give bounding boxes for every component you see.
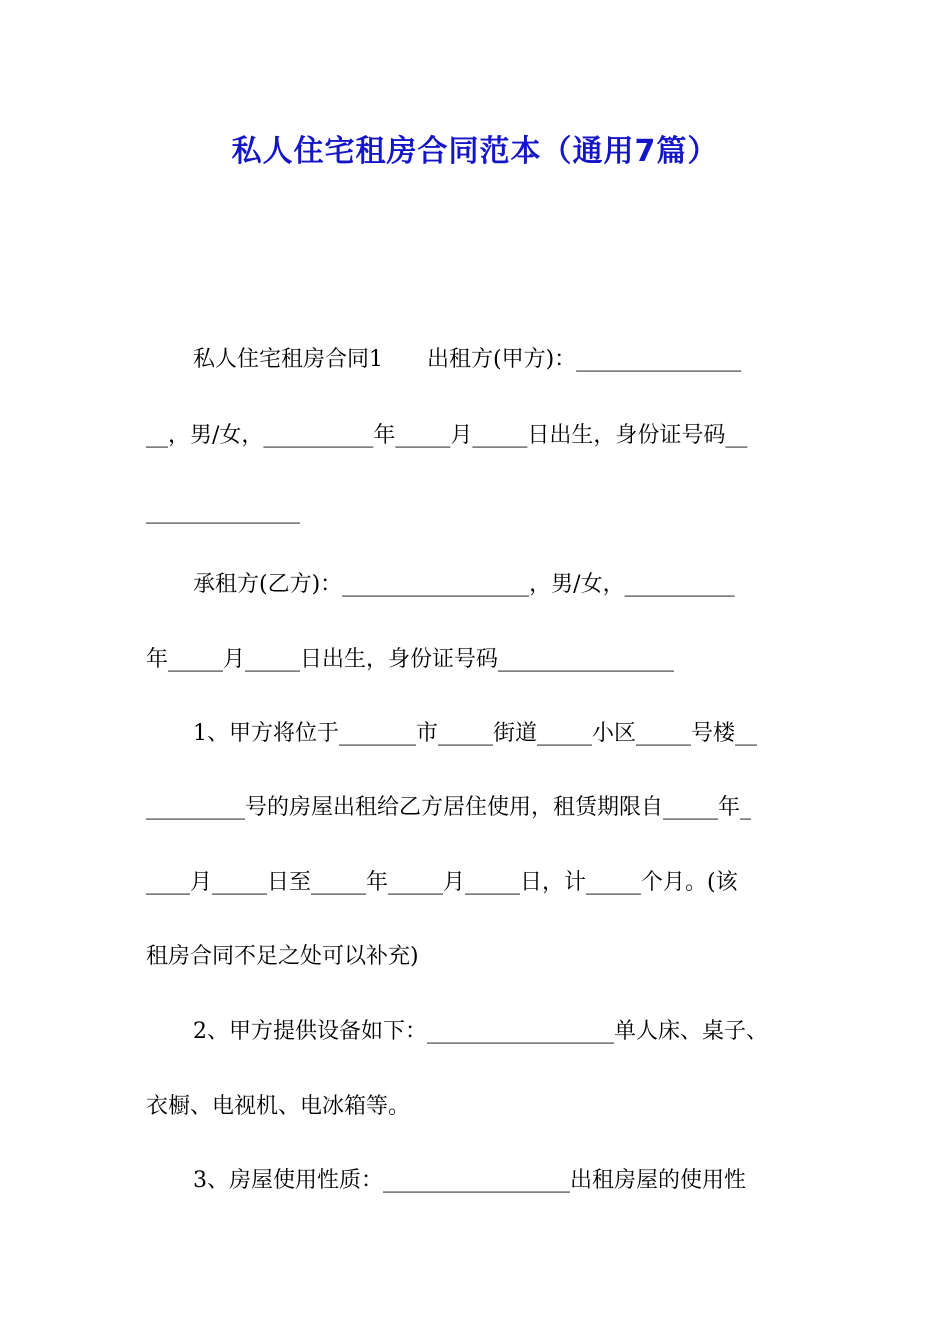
paragraph-line-9: 租房合同不足之处可以补充): [146, 944, 419, 969]
paragraph-line-1: 私人住宅租房合同1 出租方(甲方)：_______________: [193, 347, 742, 372]
paragraph-line-10: 2、甲方提供设备如下：_________________单人床、桌子、: [193, 1019, 768, 1044]
paragraph-line-5: 年_____月_____日出生，身份证号码________________: [146, 647, 675, 672]
paragraph-line-7: _________号的房屋出租给乙方居住使用，租赁期限自_____年_: [146, 795, 752, 820]
paragraph-line-4: 承租方(乙方)：_________________，男/女，__________: [193, 572, 735, 597]
paragraph-line-2: __，男/女，__________年_____月_____日出生，身份证号码__: [146, 423, 748, 448]
paragraph-line-6: 1、甲方将位于_______市_____街道_____小区_____号楼__: [193, 721, 757, 746]
paragraph-line-8: ____月_____日至_____年_____月_____日，计_____个月。(该: [146, 870, 738, 895]
paragraph-line-3: ______________: [146, 499, 300, 524]
paragraph-line-11: 衣橱、电视机、电冰箱等。: [146, 1094, 411, 1119]
paragraph-line-12: 3、房屋使用性质：_________________出租房屋的使用性: [193, 1168, 746, 1193]
document-title: 私人住宅租房合同范本（通用7篇）: [231, 134, 719, 169]
